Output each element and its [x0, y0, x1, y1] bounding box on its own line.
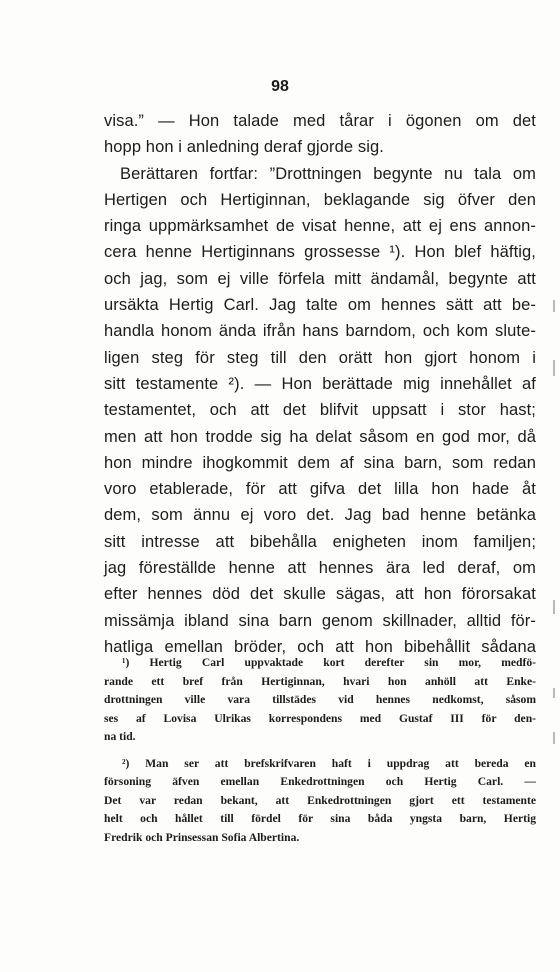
text-line: ursäkta Hertig Carl. Jag talte om hennes sätt att be-	[104, 296, 536, 315]
page-number: 98	[271, 78, 289, 95]
text-line: hopp hon i anledning deraf gjorde sig.	[104, 138, 384, 157]
body-text	[104, 108, 536, 660]
text-line: handla honom ända ifrån hans barndom, och kom slute-	[104, 322, 536, 341]
scan-edge-mark	[553, 688, 555, 698]
text-line: ringa uppmärksamhet de visat henne, att ej ens annon-	[104, 217, 536, 236]
text-line: Hertigen och Hertiginnan, beklagande sig öfver den	[104, 190, 536, 209]
footnote-line: ²) Man ser att brefskrifvaren haft i uppdrag att bereda en	[122, 756, 536, 770]
footnote-gap	[104, 747, 536, 755]
footnote-line: ses af Lovisa Ulrikas korrespondens med Gustaf III för den-	[104, 711, 536, 725]
scan-edge-mark	[553, 600, 555, 614]
scan-edge-mark	[553, 732, 555, 744]
scan-edge-mark	[553, 360, 555, 376]
text-line: voro etablerade, för att gifva det lilla hon hade åt	[104, 480, 536, 499]
footnote-1	[104, 654, 536, 747]
text-line: sitt intresse att bibehålla enigheten inom familjen;	[104, 532, 536, 551]
text-line: men att hon trodde sig ha delat såsom en god mor, då	[104, 427, 536, 446]
footnote-2	[104, 755, 536, 848]
footnote-line: helt och hållet till fördel för sina båda yngsta barn, Hertig	[104, 812, 536, 825]
text-line: sitt testamente ²). — Hon berättade mig innehållet af	[104, 374, 536, 393]
footnote-line: Fredrik och Prinsessan Sofia Albertina.	[104, 830, 300, 844]
footnote-line: na tid.	[104, 730, 136, 743]
footnotes	[104, 654, 536, 847]
text-line: och jag, som ej ville förfela mitt ändamål, begynte att	[104, 269, 536, 288]
footnote-line: rande ett bref från Hertiginnan, hvari hon anhöll att Enke-	[104, 674, 536, 688]
text-line: ligen steg för steg till den orätt hon gjort honom i	[104, 348, 536, 367]
text-line: cera henne Hertiginnans grossesse ¹). Hon blef häftig,	[104, 243, 536, 262]
text-line: missämja ibland sina barn genom skillnader, alltid för-	[104, 611, 536, 630]
footnote-line: ¹) Hertig Carl uppvaktade kort derefter sin mor, medfö-	[122, 656, 536, 669]
text-line: jag föreställde henne att hennes ära led deraf, om	[104, 559, 536, 578]
text-line: dem, som ännu ej voro det. Jag bad henne betänka	[104, 506, 536, 525]
text-line: Berättaren fortfar: ”Drottningen begynte nu tala om	[120, 164, 536, 183]
footnote-line: Det var redan bekant, att Enkedrottningen gjort ett testamente	[104, 793, 536, 807]
text-line: testamentet, och att det blifvit uppsatt i stor hast;	[104, 401, 536, 420]
footnote-line: drottningen ville vara tillstädes vid hennes nedkomst, såsom	[104, 693, 536, 706]
text-line: hon mindre ihogkommit dem af sina barn, som redan	[104, 453, 536, 472]
footnote-line: försoning äfven emellan Enkedrottningen och Hertig Carl. —	[104, 775, 536, 788]
text-line: efter hennes död det skulle sägas, att hon förorsakat	[104, 585, 536, 604]
text-line: visa.” — Hon talade med tårar i ögonen om det	[104, 112, 536, 130]
text-line: hatliga emellan bröder, och att hon bibehållit sådana	[104, 637, 536, 656]
scan-edge-mark	[553, 300, 555, 312]
